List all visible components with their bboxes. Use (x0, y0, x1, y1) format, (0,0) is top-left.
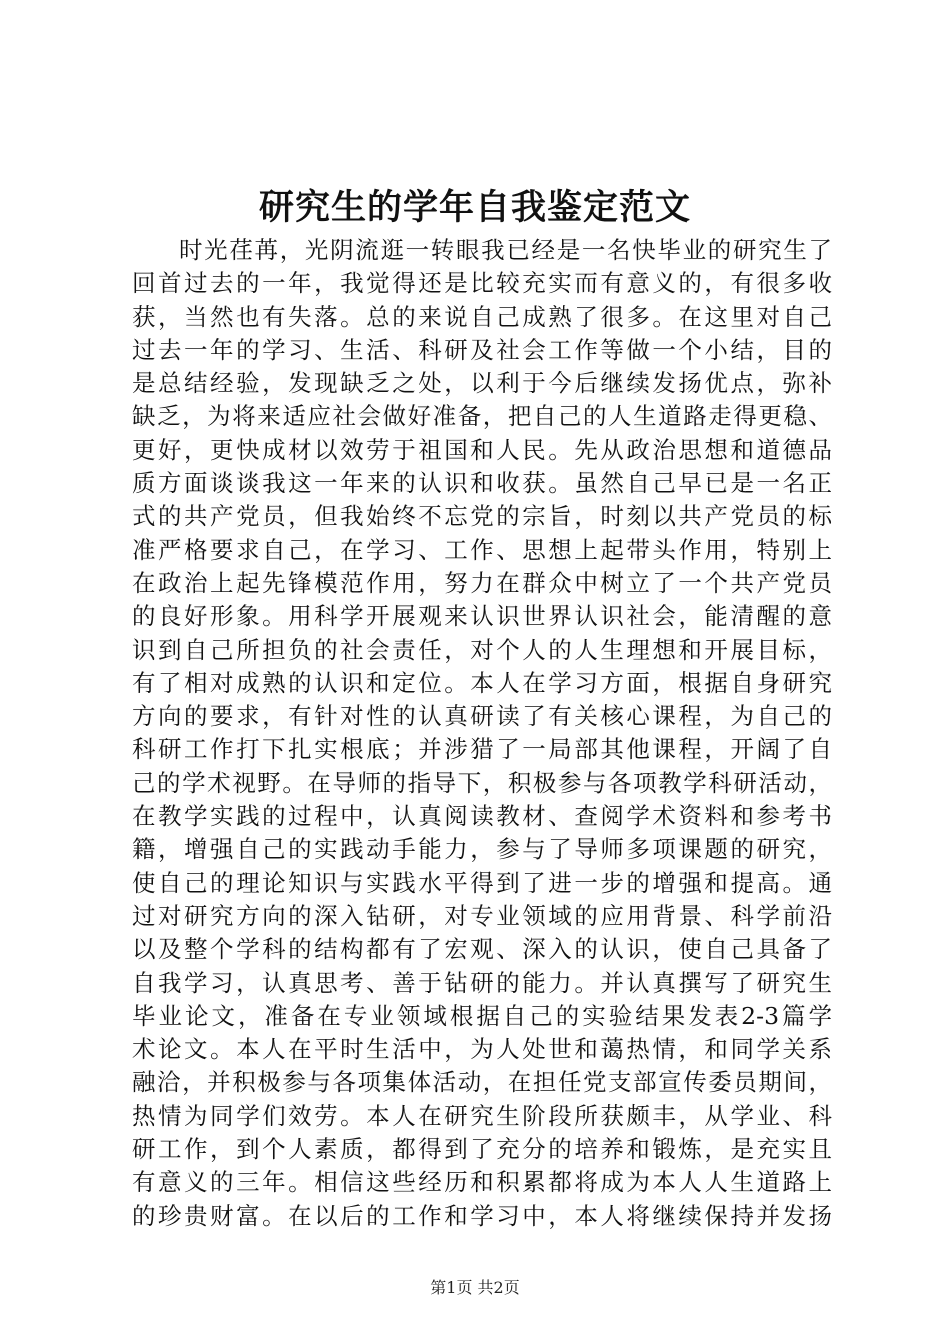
body-line: 过去一年的学习、生活、科研及社会工作等做一个小结，目的 (132, 335, 832, 364)
body-line: 籍，增强自己的实践动手能力，参与了导师多项课题的研究， (132, 835, 832, 864)
body-line: 式的共产党员，但我始终不忘党的宗旨，时刻以共产党员的标 (132, 502, 832, 531)
body-line: 在教学实践的过程中，认真阅读教材、查阅学术资料和参考书 (132, 802, 832, 831)
body-line: 有了相对成熟的认识和定位。本人在学习方面，根据自身研究 (132, 668, 832, 697)
body-line: 热情为同学们效劳。本人在研究生阶段所获颇丰，从学业、科 (132, 1101, 832, 1130)
body-line: 是总结经验，发现缺乏之处，以利于今后继续发扬优点，弥补 (132, 369, 832, 398)
body-line: 准严格要求自己，在学习、工作、思想上起带头作用，特别上 (132, 535, 832, 564)
body-line: 研工作，到个人素质，都得到了充分的培养和锻炼，是充实且 (132, 1135, 832, 1164)
document-body (132, 234, 832, 1233)
body-line: 识到自己所担负的社会责任，对个人的人生理想和开展目标， (132, 635, 832, 664)
body-line: 有意义的三年。相信这些经历和积累都将成为本人人生道路上 (132, 1168, 832, 1197)
body-line: 回首过去的一年，我觉得还是比较充实而有意义的，有很多收 (132, 269, 832, 298)
document-title: 研究生的学年自我鉴定范文 (258, 187, 691, 228)
body-line: 时光荏苒，光阴流逛一转眼我已经是一名快毕业的研究生了 (179, 236, 832, 264)
body-line: 术论文。本人在平时生活中，为人处世和蔼热情，和同学关系 (132, 1035, 832, 1064)
body-line: 更好，更快成材以效劳于祖国和人民。先从政治思想和道德品 (132, 435, 832, 464)
body-line: 毕业论文，准备在专业领域根据自己的实验结果发表2-3篇学 (132, 1001, 832, 1030)
body-line: 获，当然也有失落。总的来说自己成熟了很多。在这里对自己 (132, 302, 832, 331)
body-line: 的良好形象。用科学开展观来认识世界认识社会，能清醒的意 (132, 602, 832, 631)
body-line: 融洽，并积极参与各项集体活动，在担任党支部宣传委员期间， (132, 1068, 832, 1097)
body-line: 科研工作打下扎实根底；并涉猎了一局部其他课程，开阔了自 (132, 735, 832, 764)
body-line: 质方面谈谈我这一年来的认识和收获。虽然自己早已是一名正 (132, 469, 832, 498)
body-line: 使自己的理论知识与实践水平得到了进一步的增强和提高。通 (132, 868, 832, 897)
body-line: 过对研究方向的深入钻研，对专业领域的应用背景、科学前沿 (132, 901, 832, 930)
body-line: 以及整个学科的结构都有了宏观、深入的认识，使自己具备了 (132, 935, 832, 964)
body-line: 缺乏，为将来适应社会做好准备，把自己的人生道路走得更稳、 (132, 402, 832, 431)
body-line: 自我学习，认真思考、善于钻研的能力。并认真撰写了研究生 (132, 968, 832, 997)
body-line: 己的学术视野。在导师的指导下，积极参与各项教学科研活动， (132, 768, 832, 797)
page-number-footer: 第1页 共2页 (430, 1278, 520, 1297)
body-line: 方向的要求，有针对性的认真研读了有关核心课程，为自己的 (132, 702, 832, 731)
body-line: 的珍贵财富。在以后的工作和学习中，本人将继续保持并发扬 (132, 1201, 832, 1230)
body-line: 在政治上起先锋模范作用，努力在群众中树立了一个共产党员 (132, 568, 832, 597)
